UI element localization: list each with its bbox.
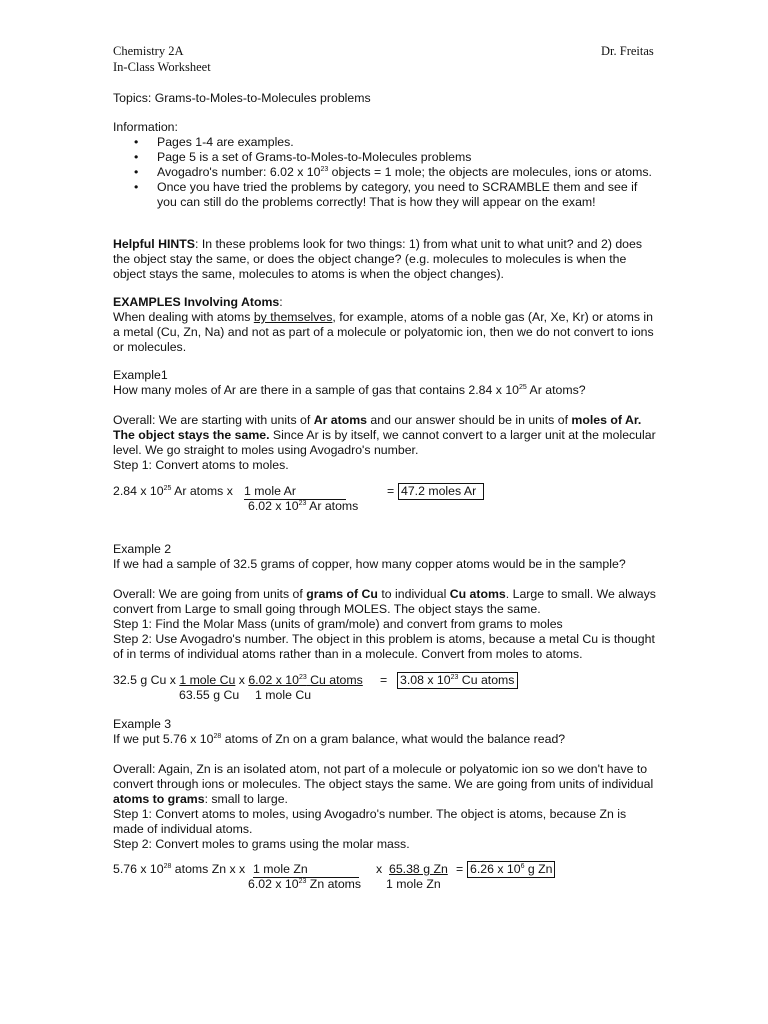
multiply-sign: x [376,862,383,876]
list-item: • Pages 1-4 are examples. [113,135,658,150]
example-overall: Overall: We are going from units of grams of Cu to individual Cu atoms. Large to small. We always convert from Large to small going through MOLES. The object stays the same. [113,587,656,616]
topics-line: Topics: Grams-to-Moles-to-Molecules problems [113,91,371,105]
course-title: Chemistry 2A [113,44,184,58]
example-step: Step 2: Use Avogadro's number. The object in this problem is atoms, because a metal Cu is thought of in terms of individual atoms rather than in a molecule. Convert from moles to atoms. [113,632,655,661]
example-1 [113,368,658,473]
example-title: Example1 [113,368,168,382]
helpful-hints [113,237,658,282]
examples-atoms-section: EXAMPLES Involving Atoms: When dealing with atoms by themselves, for example, atoms of a noble gas (Ar, Xe, Kr) or atoms in a metal (Cu, Zn, Na) and not as part of a molecule or polyatomic ion, then we do not convert to ions or molecules. [113,295,658,355]
example-question: If we had a sample of 32.5 grams of copper, how many copper atoms would be in the sample? [113,557,626,571]
answer-box: 47.2 moles Ar [398,483,484,500]
equation-denominator: 6.02 x $10^{23}$ Ar atoms [248,499,359,513]
example-question: If we put 5.76 x $10^{28}$ atoms of Zn on a gram balance, what would the balance read? [113,732,566,746]
worksheet-title: In-Class Worksheet [113,60,211,74]
example-question: How many moles of Ar are there in a sample of gas that contains 2.84 x $10^{25}$ Ar atoms? [113,383,586,397]
example-overall: Overall: Again, Zn is an isolated atom, not part of a molecule or polyatomic ion so we don't have to convert through ions or molecules. The object stays the same. We are going from units of individual atoms to grams: small to large. [113,762,654,806]
equation-numerator: 1 mole Ar [244,484,346,500]
information-section [113,120,658,210]
answer-box: 6.26 x $10^6$ g Zn [467,861,555,878]
list-item-avogadro: • Avogadro's number: 6.02 x $10^{23}$ objects = 1 mole; the objects are molecules, ions or atoms. [113,165,658,180]
list-item: • Once you have tried the problems by category, you need to SCRAMBLE them and see if you can still do the problems correctly! That is how they will appear on the exam! [113,180,658,210]
example-title: Example 3 [113,717,172,731]
example-title: Example 2 [113,542,172,556]
equation-start: 5.76 x $10^{28}$ atoms Zn x x [113,862,246,876]
example-overall: Overall: We are starting with units of Ar atoms and our answer should be in units of moles of Ar. The object stays the same. Since Ar is by itself, we cannot convert to a larger unit at the molecular level. We go straight to moles using Avogadro's number. [113,413,656,457]
hints-label: Helpful HINTS [113,237,195,251]
example-step: Step 1: Convert atoms to moles. [113,458,289,472]
equals-sign: = [456,862,464,876]
answer-box: 3.08 x $10^{23}$ Cu atoms [397,672,518,689]
equation-numerator: 1 mole Zn [253,862,359,878]
example-step: Step 1: Convert atoms to moles, using Avogadro's number. The object is atoms, because Zn is made of individual atoms. [113,807,627,836]
instructor-name: Dr. Freitas [601,44,654,58]
equals-sign: = [380,673,388,687]
example-2 [113,542,658,662]
equals-sign: = [387,484,395,498]
section-heading: EXAMPLES Involving Atoms [113,295,280,309]
list-item: • Page 5 is a set of Grams-to-Moles-to-Molecules problems [113,150,658,165]
equation-numerator: 65.38 g Zn [389,862,448,876]
information-list [113,135,658,210]
equation-start: 32.5 g Cu x 1 mole Cu x 6.02 x $10^{23}$ Cu atoms [113,673,363,687]
equation-start: 2.84 x $10^{25}$ Ar atoms x [113,484,233,498]
example-step: Step 2: Convert moles to grams using the molar mass. [113,837,410,851]
example-3 [113,717,658,852]
example-step: Step 1: Find the Molar Mass (units of gram/mole) and convert from grams to moles [113,617,563,631]
equation-denominator: 1 mole Zn [386,877,441,891]
hints-text: : In these problems look for two things: 1) from what unit to what unit? and 2) does the object stay the same, or does the object change? (e.g. molecules to molecules is when the object stays the same, molecules to atoms is when the object changes). [113,237,643,281]
equation-denominator: 63.55 g Cu [179,688,240,702]
equation-denominator: 1 mole Cu [255,688,312,702]
information-heading: Information: [113,120,178,134]
equation-denominator: 6.02 x $10^{23}$ Zn atoms [248,877,362,891]
section-intro: When dealing with atoms by themselves, for example, atoms of a noble gas (Ar, Xe, Kr) or atoms in a metal (Cu, Zn, Na) and not as part of a molecule or polyatomic ion, then we do not convert to ions or molecules. [113,310,654,354]
